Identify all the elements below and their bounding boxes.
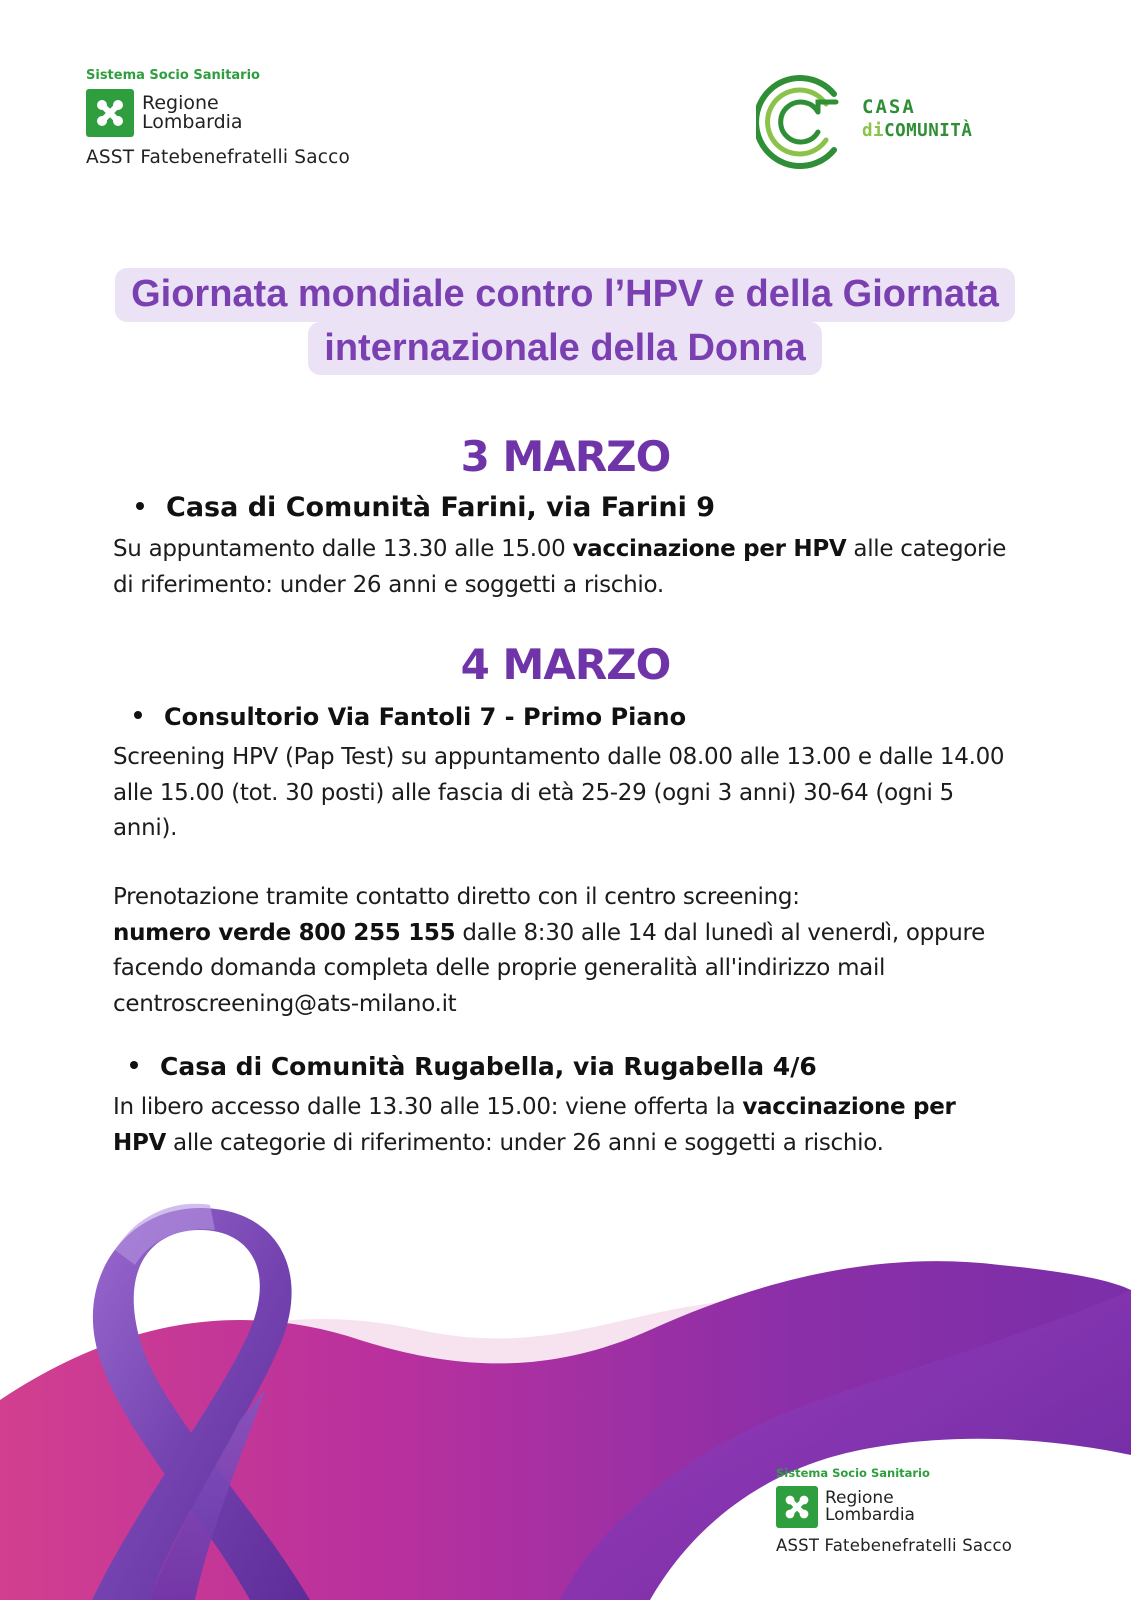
regione-lombardia-mark-icon [86,89,134,137]
casa-di-label: di [862,120,885,141]
location-rugabella [130,1052,817,1081]
rugabella-text-b: alle categorie di riferimento: under 26 anni e soggetti a rischio. [166,1129,884,1156]
location-farini [136,492,715,523]
booking-intro: Prenotazione tramite contatto diretto con il centro screening: [113,884,800,910]
farini-text-b: alle categorie di riferimento: under 26 anni e soggetti a rischio. [113,536,1007,598]
booking-phone: numero verde 800 255 155 [113,919,456,946]
casa-c-mark-icon [756,72,856,172]
booking-info [113,880,1013,1022]
rugabella-text-bold: vaccinazione per HPV [113,1094,956,1156]
bullet-icon [134,711,142,719]
casa-comunita-label: COMUNITÀ [884,120,973,141]
regione-lombardia-logo-top [86,68,350,168]
bullet-icon [136,502,144,510]
regione-lombardia-mark-icon [776,1486,818,1528]
farini-text-a: Su appuntamento dalle 13.30 alle 15.00 [113,536,573,562]
casa-di-comunita-logo [756,72,1016,172]
title-line-2: internazionale della Donna [308,322,821,376]
region-name-line2: Lombardia [825,1505,915,1525]
region-name-line1: Regione [825,1488,894,1508]
bullet-icon [130,1061,138,1069]
regione-lombardia-logo-bottom [776,1466,1012,1555]
farini-text-bold: vaccinazione per HPV [572,536,847,562]
title-line-1: Giornata mondiale contro l’HPV e della Giornata [115,268,1015,322]
region-name-line2: Lombardia [142,111,243,133]
sistema-socio-sanitario-label: Sistema Socio Sanitario [776,1466,930,1480]
location-fantoli-text: Consultorio Via Fantoli 7 - Primo Piano [164,703,687,731]
casa-label: CASA [862,96,916,118]
rugabella-text-a: In libero accesso dalle 13.30 alle 15.00: viene offerta la [113,1094,743,1120]
fantoli-description: Screening HPV (Pap Test) su appuntamento dalle 08.00 alle 13.00 e dalle 14.00 alle 15.00 (tot. 30 posti) alle fascia di età 25-29 (ogni 3 anni) 30-64 (ogni 5 anni). [113,744,1005,841]
booking-rest: dalle 8:30 alle 14 dal lunedì al venerdì, oppure facendo domanda completa delle proprie generalità all'indirizzo mail centroscreening@ats-milano.it [113,919,986,1017]
location-rugabella-text: Casa di Comunità Rugabella, via Rugabella 4/6 [160,1052,817,1081]
location-farini-text: Casa di Comunità Farini, via Farini 9 [166,492,716,523]
region-name-line1: Regione [142,92,219,114]
asst-name: ASST Fatebenefratelli Sacco [776,1536,1013,1555]
date-heading-4-marzo: 4 MARZO [460,640,671,689]
page-title [60,268,1070,375]
date-heading-3-marzo: 3 MARZO [460,432,671,481]
asst-name: ASST Fatebenefratelli Sacco [86,147,351,168]
sistema-socio-sanitario-label: Sistema Socio Sanitario [86,68,260,83]
farini-description [113,532,1013,603]
location-fantoli [134,703,686,731]
rugabella-description [113,1090,1013,1161]
